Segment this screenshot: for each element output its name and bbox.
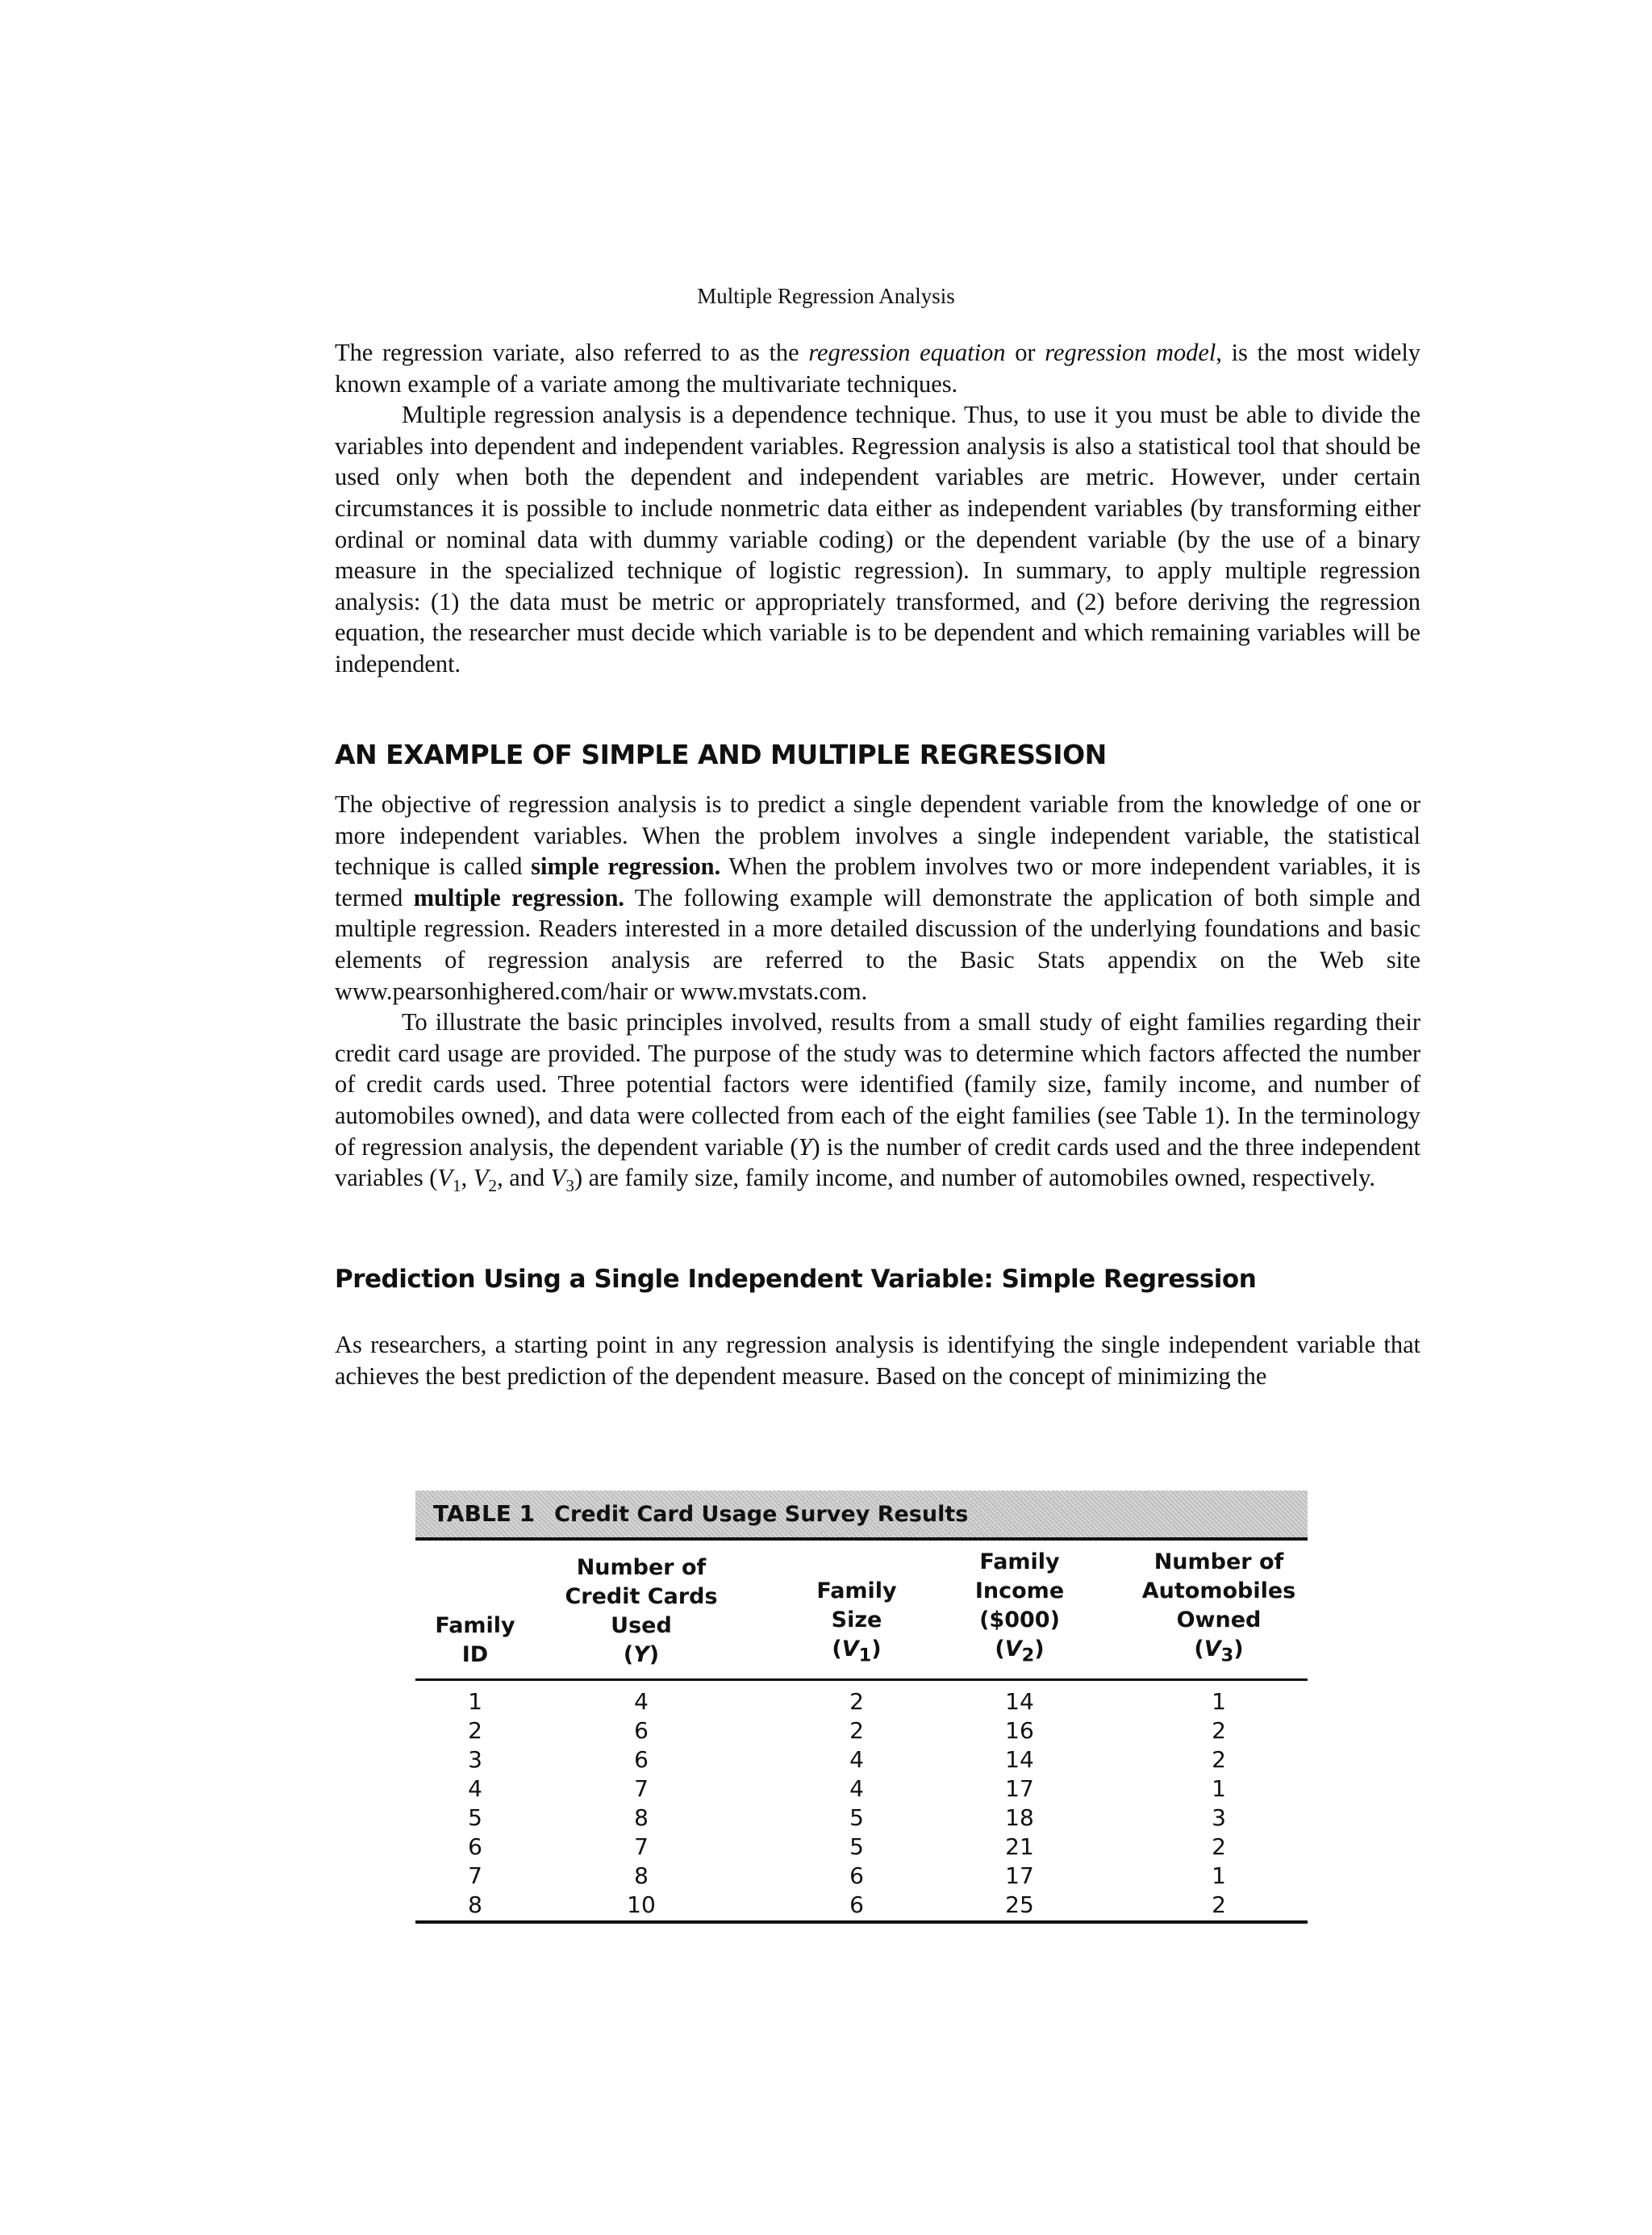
table-row [415,1687,1308,1716]
cell-family-income: 16 [1005,1717,1034,1744]
table-row [415,1716,1308,1745]
intro-paragraph-2: Multiple regression analysis is a dependence technique. Thus, to use it you must be able to divide the variables into dependent and independent variables. Regression analysis is also a statistical tool that should be used only when both the dependent and independent variables are metric. However, under certain circumstances it is possible to include nonmetric data either as independent variables (by transforming either ordinal or nominal data with dummy variable coding) or the dependent variable (by the use of a binary measure in the specialized technique of logistic regression). In summary, to apply multiple regression analysis: (1) the data must be metric or appropriately transformed, and (2) before deriving the regression equation, the researcher must decide which variable is to be dependent and which remaining variables will be independent. [335,401,1420,678]
symbol-v2: $V_2$ [473,1164,498,1196]
text-run: The objective of regression analysis is to predict a single dependent variable from the knowledge of one or more independent variables. When the problem involves a single independent variable, the statistical technique is called [335,790,1420,881]
cell-family-id: 3 [468,1746,482,1773]
symbol-v3: $V_3$ [550,1164,574,1196]
symbol-y: Y [798,1132,812,1161]
cell-family-id: 7 [468,1862,482,1889]
cell-family-size: 5 [849,1833,864,1860]
cell-automobiles: 2 [1212,1717,1226,1744]
cell-credit-cards: 8 [634,1862,649,1889]
cell-family-id: 8 [468,1891,482,1918]
table-title-bar [415,1491,1308,1537]
header-family-size: Family Size $(V_1)$ [816,1578,897,1666]
section2-paragraph-1: As researchers, a starting point in any regression analysis is identifying the single independent variable that achieves the best prediction of the dependent measure. Based on the concept of minimizing the [335,1331,1420,1390]
cell-family-id: 1 [468,1688,482,1715]
term-multiple-regression: multiple regression. [413,883,624,911]
section1-text [335,789,1420,1202]
table-row [415,1862,1308,1891]
text-run: , [461,1164,473,1192]
table-rule-header [415,1678,1308,1681]
subsection-heading: Prediction Using a Single Independent Variable: Simple Regression [335,1265,1257,1294]
cell-family-size: 4 [849,1775,864,1802]
cell-credit-cards: 8 [634,1804,649,1831]
text-run: To illustrate the basic principles involved, results from a small study of eight families regarding their credit card usage are provided. The purpose of the study was to determine which factors affected the number of credit cards used. Three potential factors were identified (family size, family income, and number of automobiles owned), and data were collected from each of the eight families (see Table 1). In the terminology of regression analysis, the dependent variable ( [335,1008,1420,1161]
text-run: The following example will demonstrate the application of both simple and multiple regression. Readers interested in a more detailed discussion of the underlying foundations and basic elements of regression analysis are referred to the Basic Stats appendix on the Web site www.pearsonhighered.com/hair or www.mvstats.com. [335,883,1420,1005]
cell-family-size: 2 [849,1717,864,1744]
term-simple-regression: simple regression. [531,853,721,881]
header-automobiles: Number of Automobiles Owned $(V_3)$ [1141,1549,1296,1666]
header-family-id: Family ID [435,1613,515,1667]
cell-family-size: 2 [849,1688,864,1715]
text-run: The regression variate, also referred to as the [335,339,809,366]
header-credit-cards: Number of Credit Cards Used (Y) [565,1555,718,1667]
text-run: or [1005,339,1045,366]
cell-family-income: 17 [1005,1862,1034,1889]
cell-family-size: 4 [849,1746,864,1773]
cell-family-size: 6 [849,1862,864,1889]
section2-text [335,1329,1420,1391]
cell-credit-cards: 10 [627,1891,656,1918]
cell-family-id: 6 [468,1833,482,1860]
cell-family-size: 5 [849,1804,864,1831]
cell-family-id: 4 [468,1775,482,1802]
intro-text [335,337,1420,680]
table-rule-bottom [415,1920,1308,1924]
cell-automobiles: 2 [1212,1891,1226,1918]
intro-paragraph-1 [335,337,1420,399]
cell-family-id: 5 [468,1804,482,1831]
table-body [415,1687,1308,1920]
cell-credit-cards: 7 [634,1833,649,1860]
cell-family-income: 14 [1005,1688,1034,1715]
table-label: TABLE 1 [433,1500,536,1527]
cell-automobiles: 1 [1212,1688,1226,1715]
table-row [415,1833,1308,1862]
cell-family-income: 25 [1005,1891,1034,1918]
cell-credit-cards: 7 [634,1775,649,1802]
cell-family-id: 2 [468,1717,482,1744]
cell-family-size: 6 [849,1891,864,1918]
cell-automobiles: 1 [1212,1775,1226,1802]
text-run: When the problem involves two or more independent variables, it is termed [335,853,1421,911]
table-caption: Credit Card Usage Survey Results [554,1502,969,1527]
cell-credit-cards: 6 [634,1746,649,1773]
cell-credit-cards: 4 [634,1688,649,1715]
cell-family-income: 14 [1005,1746,1034,1773]
header-family-income: Family Income ($000) $(V_2)$ [974,1549,1065,1666]
text-run: , is the most widely known example of a variate among the multivariate techniques. [335,339,1420,398]
section1-paragraph-1 [335,789,1420,1007]
cell-family-income: 21 [1005,1833,1034,1860]
cell-automobiles: 2 [1212,1746,1226,1773]
emphasis-regression-equation: regression equation [808,339,1006,366]
running-head: Multiple Regression Analysis [697,284,955,308]
cell-credit-cards: 6 [634,1717,649,1744]
cell-automobiles: 1 [1212,1862,1226,1889]
symbol-v1: $V_1$ [437,1164,461,1196]
cell-family-income: 18 [1005,1804,1034,1831]
cell-automobiles: 2 [1212,1833,1226,1860]
section-heading: AN EXAMPLE OF SIMPLE AND MULTIPLE REGRESSION [335,739,1107,770]
table-row [415,1891,1308,1920]
section1-paragraph-2 [335,1007,1420,1202]
table-row [415,1803,1308,1833]
text-run: , and [497,1164,551,1192]
cell-family-income: 17 [1005,1775,1034,1802]
emphasis-regression-model: regression model [1045,339,1216,366]
text-run: ) are family size, family income, and number of automobiles owned, respectively. [574,1164,1375,1192]
table-row [415,1774,1308,1803]
cell-automobiles: 3 [1212,1804,1226,1831]
table-rule-top [415,1537,1308,1541]
table-row [415,1745,1308,1774]
text-run: ) is the number of credit cards used and the three independent variables ( [335,1132,1420,1192]
